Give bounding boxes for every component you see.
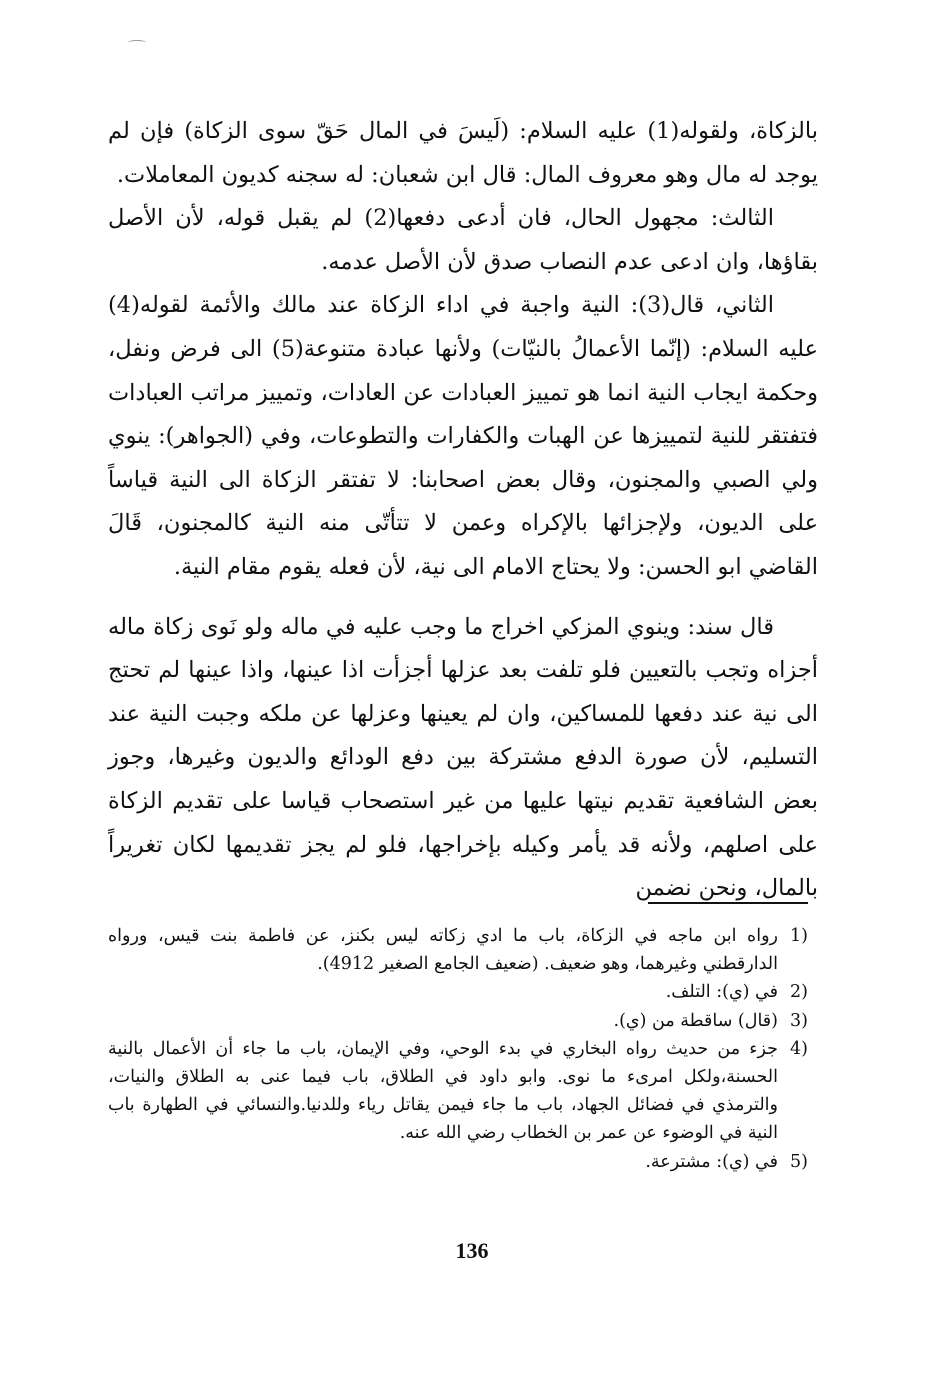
paragraph: قال سند: وينوي المزكي اخراج ما وجب عليه في ماله ولو نَوى زكاة ماله أجزاه وتجب بالتعيين فلو تلفت بعد عزلها أجزأت اذا عينها، واذا عينها لم تحتج الى نية عند دفعها للمساكين، وان لم يعينها وعزلها عن ملكه وجبت النية عند التسليم، لأن صورة الدفع مشتركة بين دفع الودائع والديون وغيرها، وجوز بعض الشافعية تقديم نيتها عليها من غير استصحاب قياسا على تقديم الزكاة على اصلهم، ولأنه قد يأمر وكيله بإخراجها، فلو لم يجز تقديمها لكان تغريراً بالمال، ونحن نضمن (108, 613, 818, 902)
footnote-number: 5) (790, 1151, 808, 1172)
paragraph: الثاني، قال(3): النية واجبة في اداء الزكاة عند مالك والأئمة لقوله(4) عليه السلام: (إنّما الأعمالُ بالنيّات) ولأنها عبادة متنوعة(5) الى فرض ونفل، وحكمة ايجاب النية انما هو تمييز العبادات عن العادات، وتمييز مراتب العبادات فتفتقر للنية لتمييزها عن الهبات والكفارات والتطوعات، وفي (الجواهر): ينوي ولي الصبي والمجنون، وقال بعض اصحابنا: لا تفتقر الزكاة الى النية قياساً على الديون، ولإجزائها بالإكراه وعمن لا تتأتّى منه النية كالمجنون، قَالَ القاضي ابو الحسن: ولا يحتاج الامام الى نية، لأن فعله يقوم مقام النية. (108, 292, 819, 580)
paragraph: بالزكاة، ولقوله(1) عليه السلام: (لَيسَ في المال حَقّ سوى الزكاة) فإن لم يوجد له مال وهو معروف المال: قال ابن شعبان: له سجنه كديون المعاملات. (108, 118, 818, 188)
footnote-number: 2) (790, 982, 808, 1003)
footnote (108, 978, 808, 1006)
footnote-text: جزء من حديث رواه البخاري في بدء الوحي، وفي الإيمان، باب ما جاء أن الأعمال بالنية الحسنة،ولكل امرىء ما نوى. وابو داود في الطلاق، باب فيما عنى به الطلاق والنيات، والترمذي في فضائل الجهاد، باب ما جاء فيمن يقاتل رياء وللدنيا.والنسائي في الطهارة باب النية في الوضوء عن عمر بن الخطاب رضي الله عنه. (108, 1038, 778, 1144)
footnote-separator (648, 902, 808, 904)
footnote-text: في (ي): التلف. (665, 982, 778, 1003)
footnote-number: 4) (790, 1038, 808, 1059)
scan-mark (128, 40, 146, 45)
footnote-number: 1) (790, 926, 808, 946)
page-number: 136 (455, 1238, 489, 1263)
footnote-text: (قال) ساقطة من (ي). (613, 1010, 778, 1031)
footnote (108, 1148, 808, 1176)
footnotes (108, 922, 808, 1176)
footnote-text: في (ي): مشترعة. (645, 1151, 778, 1172)
main-text (108, 110, 818, 911)
paragraph: الثالث: مجهول الحال، فان أدعى دفعها(2) لم يقبل قوله، لأن الأصل بقاؤها، وان ادعى عدم النصاب صدق لأن الأصل عدمه. (108, 205, 818, 275)
footnote (108, 1035, 808, 1148)
footnote-text: رواه ابن ماجه في الزكاة، باب ما ادي زكاته ليس بكنز، عن فاطمة بنت قيس، ورواه الدارقطني وغيرهما، وهو ضعيف. (ضعيف الجامع الصغير 4912). (108, 926, 778, 975)
footnote (108, 1007, 808, 1035)
footnote (108, 922, 808, 978)
footnote-number: 3) (790, 1010, 808, 1031)
